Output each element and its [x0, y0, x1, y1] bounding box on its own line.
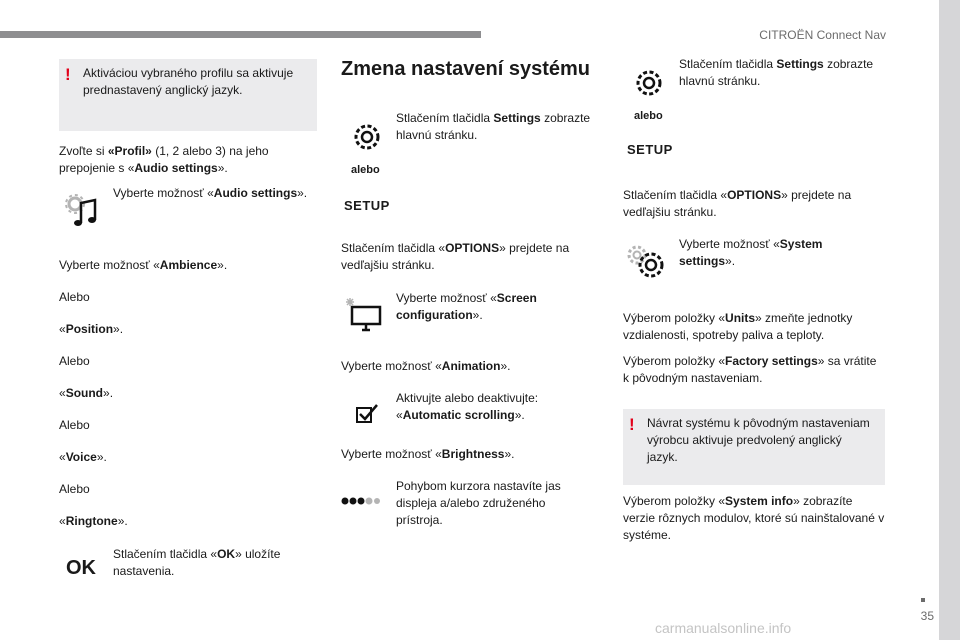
setup-label: SETUP	[344, 198, 390, 213]
ambience-text: Vyberte možnosť «Ambience».	[59, 258, 228, 272]
factory-settings-text: Výberom položky «Factory settings» sa vrátite k pôvodným nastaveniam.	[623, 354, 877, 385]
warning-icon: !	[65, 65, 71, 84]
top-bar	[0, 31, 481, 38]
options-text: Stlačením tlačidla «OPTIONS» prejdete na vedľajšiu stránku.	[341, 241, 570, 272]
profile-text: Zvoľte si «Profil» (1, 2 alebo 3) na jeho prepojenie s «Audio settings».	[59, 144, 269, 175]
voice-text: «Voice».	[59, 450, 107, 464]
settings-gear-icon	[352, 122, 382, 152]
screen-configuration-icon	[342, 296, 384, 334]
header-title: CITROËN Connect Nav	[759, 28, 886, 42]
alebo-text: Alebo	[59, 418, 90, 432]
alebo-label: alebo	[351, 164, 380, 176]
page-sidebar	[939, 0, 960, 640]
options-text: Stlačením tlačidla «OPTIONS» prejdete na vedľajšiu stránku.	[623, 188, 852, 219]
screen-configuration-text: Vyberte možnosť «Screen configuration».	[396, 291, 537, 322]
settings-text: Stlačením tlačidla Settings zobrazte hlavnú stránku.	[679, 57, 874, 88]
automatic-scrolling-text: Aktivujte alebo deaktivujte: «Automatic scrolling».	[396, 391, 539, 422]
alebo-text: Alebo	[59, 354, 90, 368]
position-text: «Position».	[59, 322, 124, 336]
sound-text: «Sound».	[59, 386, 114, 400]
brightness-slider-icon	[340, 495, 380, 507]
warning-note: ! Aktiváciou vybraného profilu sa aktivuje prednastavený anglický jazyk.	[59, 59, 317, 131]
audio-settings-icon	[63, 193, 105, 229]
warning-icon: !	[629, 415, 635, 434]
warning-note: ! Návrat systému k pôvodným nastaveniam výrobcu aktivuje predvolený anglický jazyk.	[623, 409, 885, 485]
animation-text: Vyberte možnosť «Animation».	[341, 359, 511, 373]
brightness-text: Vyberte možnosť «Brightness».	[341, 447, 515, 461]
ok-text: Stlačením tlačidla «OK» uložíte nastavenia.	[113, 547, 281, 578]
system-info-text: Výberom položky «System info» zobrazíte verzie rôznych modulov, ktoré sú nainštalované v systéme.	[623, 494, 885, 542]
settings-text: Stlačením tlačidla Settings zobrazte hlavnú stránku.	[396, 111, 591, 142]
section-heading: Zmena nastavení systému	[341, 58, 590, 80]
audio-settings-text: Vyberte možnosť «Audio settings».	[113, 186, 308, 200]
settings-gear-icon	[634, 68, 664, 98]
setup-label: SETUP	[627, 142, 673, 157]
continue-marker	[921, 598, 925, 602]
alebo-label: alebo	[634, 110, 663, 122]
alebo-text: Alebo	[59, 482, 90, 496]
ringtone-text: «Ringtone».	[59, 514, 128, 528]
alebo-text: Alebo	[59, 290, 90, 304]
system-settings-text: Vyberte možnosť «System settings».	[679, 237, 823, 268]
watermark: carmanualsonline.info	[655, 620, 792, 636]
units-text: Výberom položky «Units» zmeňte jednotky vzdialenosti, spotreby paliva a teploty.	[623, 311, 853, 342]
brightness-cursor-text: Pohybom kurzora nastavíte jas displeja a/alebo združeného prístroja.	[396, 479, 561, 527]
system-settings-icon	[625, 243, 667, 281]
checkbox-icon	[355, 402, 379, 424]
page-number: 35	[920, 609, 934, 623]
ok-button-label: OK	[66, 557, 96, 579]
